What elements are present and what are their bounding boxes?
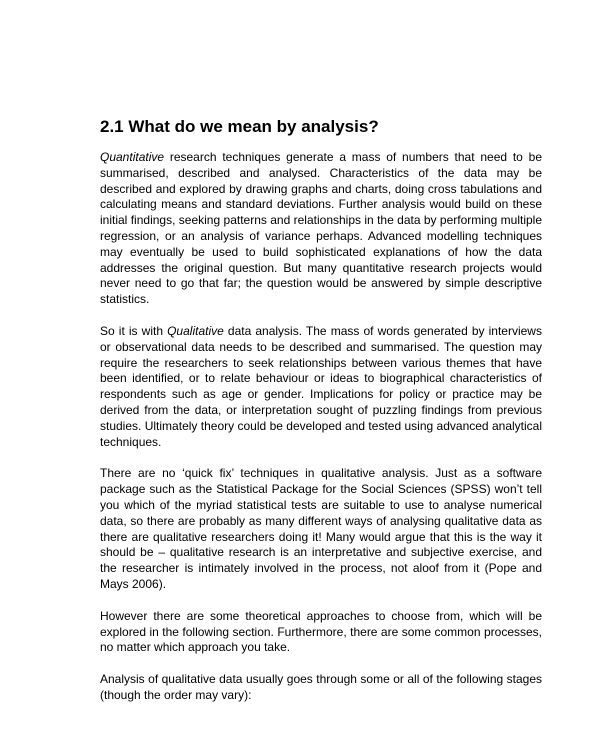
paragraph-approaches [100, 609, 542, 656]
body-text [100, 150, 542, 720]
paragraph-text: So it is with [100, 323, 168, 338]
paragraph-text: There are no ‘quick fix’ techniques in qualitative analysis. Just as a software package such as the Statistical Package for the Social Sciences (SPSS) won’t tell you which of the myriad statistical tests are suitable to use to analyse numerical data, so there are probably as many different ways of analysing qualitative data as there are qualitative researchers doing it! Many would argue that this is the way it should be – qualitative research is an interpretative and subjective exercise, and the researcher is intimately involved in the process, not aloof from it (Pope and Mays 2006). [100, 466, 542, 591]
paragraph-stages [100, 672, 542, 704]
paragraph-quantitative [100, 150, 542, 308]
paragraph-text: research techniques generate a mass of numbers that need to be summarised, described and analysed. Characteristics of the data may be described and explored by drawing graphs and charts, doing cross tabulations and calculating means and standard deviations. Further analysis would build on these initial findings, seeking patterns and relationships in the data by performing multiple regression, or an analysis of variance perhaps. Advanced modelling techniques may eventually be used to build sophisticated explanations of how the data addresses the original question. But many quantitative research projects would never need to go that far; the question would be answered by simple descriptive statistics. [100, 150, 542, 307]
paragraph-text: data analysis. The mass of words generated by interviews or observational data needs to be described and summarised. The question may require the researchers to seek relationships between various themes that have been identified, or to relate behaviour or ideas to biographical characteristics of respondents such as age or gender. Implications for policy or practice may be derived from the data, or interpretation sought of puzzling findings from previous studies. Ultimately theory could be developed and tested using advanced analytical techniques. [100, 323, 542, 449]
section-heading: 2.1 What do we mean by analysis? [100, 117, 379, 136]
paragraph-text: Analysis of qualitative data usually goes through some or all of the following stages (though the order may vary): [100, 672, 542, 702]
paragraph-qualitative [100, 324, 542, 450]
paragraph-quick-fix [100, 466, 542, 592]
italic-term-quantitative: Quantitative [100, 150, 165, 164]
italic-term-qualitative: Qualitative [167, 323, 224, 338]
paragraph-text: However there are some theoretical approaches to choose from, which will be explored in the following section. Furthermore, there are some common processes, no matter which approach you take. [100, 608, 542, 655]
